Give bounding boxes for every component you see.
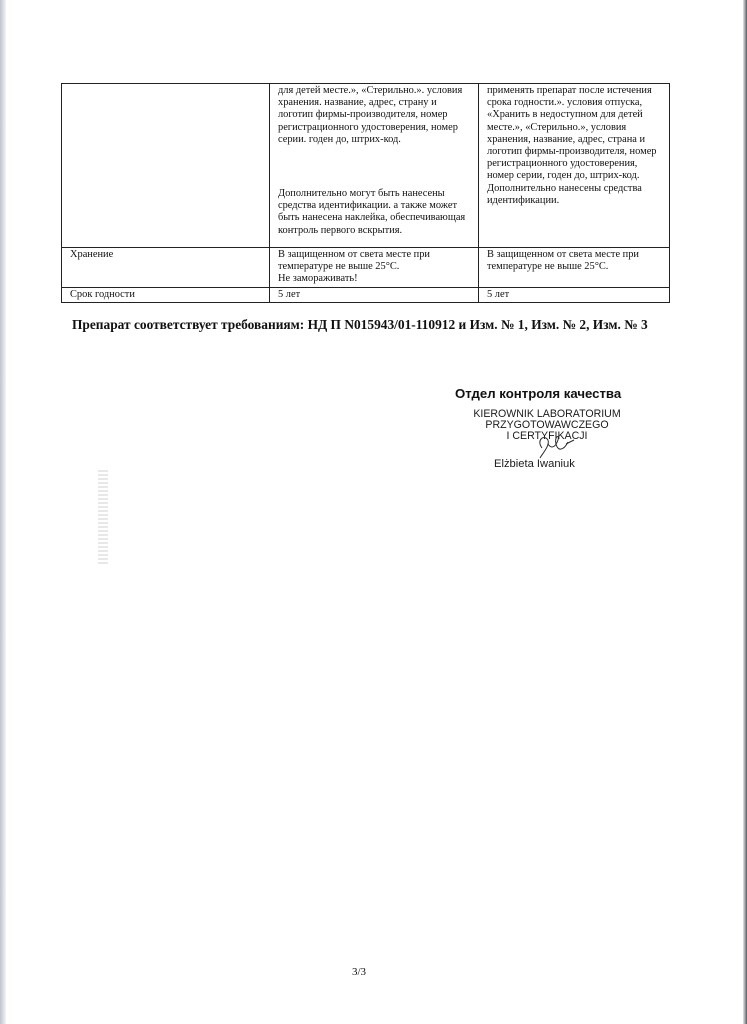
table-row-shelf-life — [62, 287, 670, 302]
stamp-line-3: I CERTYFIKACJI — [506, 430, 588, 442]
page-number: 3/3 — [352, 966, 367, 978]
labeling-actual-text: применять препарат после истечения срока годности.». условия отпуска, «Хранить в недоступном для детей месте.», «Стерильно.», условия хранения, название, адрес, страна и логотип фирмы-производителя, номер регистрационного удостоверения, номер серии, годен до, штрих-код. Дополнительно нанесены средства идентификации. — [487, 85, 657, 206]
table-cell-shelf-life-spec: 5 лет — [270, 287, 479, 302]
scan-edge-right — [743, 0, 747, 1024]
table-cell-labeling-spec — [270, 84, 479, 248]
scan-edge-left — [0, 0, 6, 1024]
table-cell-empty — [62, 84, 270, 248]
scan-artifact — [98, 470, 108, 565]
table-row-storage — [62, 248, 670, 288]
storage-spec-text: В защищенном от света месте при температуре не выше 25°С. Не замораживать! — [278, 249, 430, 285]
table-cell-shelf-life-label: Срок годности — [62, 287, 270, 302]
stamp-line-1: KIEROWNIK LABORATORIUM — [473, 408, 621, 420]
table-cell-storage-spec — [270, 248, 479, 288]
compliance-statement: Препарат соответствует требованиям: НД П N015943/01-110912 и Изм. № 1, Изм. № 2, Изм. № 3 — [72, 317, 648, 332]
table-cell-shelf-life-actual: 5 лет — [479, 287, 670, 302]
stamp-signer-name: Elżbieta Iwaniuk — [494, 458, 575, 470]
stamp-line-2: PRZYGOTOWAWCZEGO — [485, 419, 609, 431]
labeling-spec-extra-text: Дополнительно могут быть нанесены средства идентификации. а также может быть нанесена наклейка, обеспечивающая контроль первого вскрытия. — [278, 188, 466, 236]
labeling-spec-text: для детей месте.», «Стерильно.». условия хранения. название, адрес, страну и логотип фирмы-производителя, номер регистрационного удостоверения, номер серии. годен до, штрих-код. — [278, 85, 463, 145]
table-cell-storage-label: Хранение — [62, 248, 270, 288]
storage-actual-text: В защищенном от света месте при температуре не выше 25°С. — [487, 249, 639, 273]
specification-table — [61, 83, 670, 303]
cell-spacer — [278, 146, 472, 188]
quality-department-title: Отдел контроля качества — [455, 386, 622, 401]
table-cell-labeling-actual — [479, 84, 670, 248]
table-cell-storage-actual — [479, 248, 670, 288]
table-row-labeling-continuation — [62, 84, 670, 248]
